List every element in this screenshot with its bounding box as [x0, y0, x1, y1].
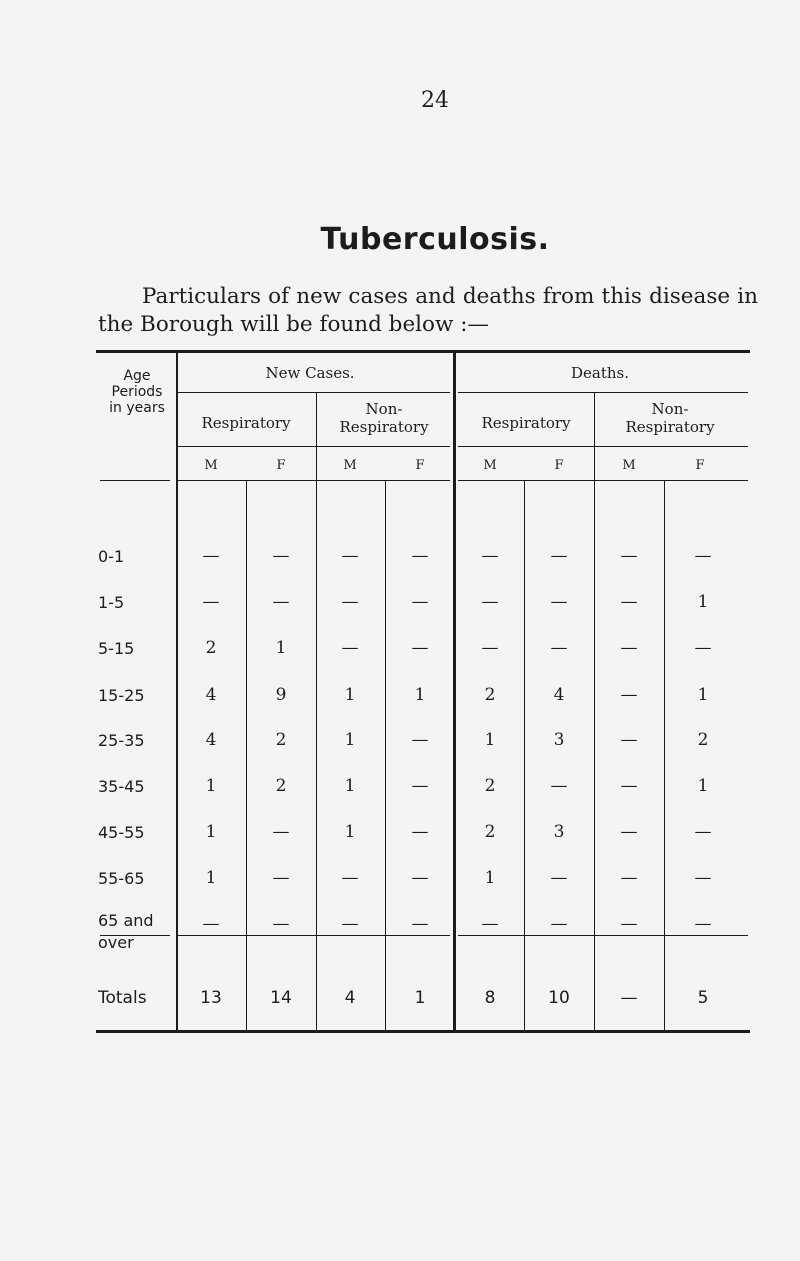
table-cell: — — [202, 592, 220, 612]
age-period-label: 65 and — [98, 911, 154, 930]
totals-rule-deaths — [458, 935, 748, 936]
table-cell: — — [481, 914, 499, 934]
subheader-rule-new — [178, 446, 450, 447]
age-period-label: 35-45 — [98, 777, 145, 796]
intro-paragraph: Particulars of new cases and deaths from this disease in the Borough will be found below :— — [98, 284, 758, 337]
sex-header: M — [343, 458, 357, 473]
table-cell: — — [620, 868, 638, 888]
new-respiratory-header: Respiratory — [201, 414, 291, 432]
table-cell: — — [550, 546, 568, 566]
age-period-label: 1-5 — [98, 593, 125, 612]
table-cell: — — [481, 638, 499, 658]
totals-cell: 10 — [548, 988, 570, 1008]
table-cell: — — [202, 546, 220, 566]
sex-header: F — [415, 458, 425, 473]
table-cell: 1 — [275, 638, 287, 658]
totals-cell: — — [620, 988, 638, 1008]
table-cell: — — [620, 546, 638, 566]
table-cell: 2 — [484, 685, 496, 705]
table-cell: — — [272, 822, 290, 842]
table-cell: 1 — [344, 776, 356, 796]
death-respiratory-header: Respiratory — [481, 414, 571, 432]
totals-cell: 14 — [270, 988, 292, 1008]
sex-header: F — [276, 458, 286, 473]
age-header-line-1: Age — [123, 368, 151, 384]
table-cell: — — [272, 868, 290, 888]
table-cell: — — [694, 868, 712, 888]
table-bottom-rule — [96, 1030, 750, 1033]
sex-header: M — [622, 458, 636, 473]
subheader-rule-deaths — [458, 446, 748, 447]
table-cell: — — [481, 592, 499, 612]
table-cell: 1 — [344, 685, 356, 705]
table-top-rule — [96, 350, 750, 353]
table-cell: 2 — [484, 822, 496, 842]
death-non-respiratory-header-line-2: Respiratory — [625, 418, 715, 436]
table-cell: — — [341, 546, 359, 566]
col-divider-death-resp — [594, 392, 595, 1032]
table-cell: — — [481, 546, 499, 566]
table-cell: — — [411, 868, 429, 888]
totals-label: Totals — [98, 988, 147, 1008]
table-cell: 2 — [275, 776, 287, 796]
sex-header: M — [204, 458, 218, 473]
age-period-label: 45-55 — [98, 823, 145, 842]
table-cell: — — [202, 914, 220, 934]
table-cell: — — [620, 638, 638, 658]
sex-header: F — [554, 458, 564, 473]
age-header-line-3: in years — [109, 400, 165, 416]
table-cell: 1 — [344, 730, 356, 750]
col-divider-new-nonresp-mf — [385, 480, 386, 1032]
table-cell: — — [550, 638, 568, 658]
totals-cell: 1 — [414, 988, 426, 1008]
table-cell: 2 — [275, 730, 287, 750]
table-cell: 1 — [205, 868, 217, 888]
age-period-label: 15-25 — [98, 686, 145, 705]
age-header-line-2: Periods — [111, 384, 163, 400]
table-cell: — — [694, 546, 712, 566]
page-number: 24 — [421, 88, 449, 113]
death-non-respiratory-header-line-1: Non- — [651, 400, 689, 418]
table-cell: 9 — [275, 685, 287, 705]
table-cell: — — [411, 914, 429, 934]
table-cell: — — [411, 546, 429, 566]
table-cell: 3 — [553, 730, 565, 750]
table-cell: — — [620, 685, 638, 705]
table-cell: — — [272, 592, 290, 612]
deaths-header: Deaths. — [570, 364, 630, 382]
table-cell: — — [694, 822, 712, 842]
table-cell: 1 — [344, 822, 356, 842]
table-cell: 1 — [484, 868, 496, 888]
table-cell: 1 — [484, 730, 496, 750]
col-divider-groups — [453, 352, 456, 1032]
col-divider-death-nonresp-mf — [664, 480, 665, 1032]
table-cell: — — [620, 776, 638, 796]
table-cell: — — [550, 914, 568, 934]
col-divider-new-resp — [316, 392, 317, 1032]
table-cell: 4 — [553, 685, 565, 705]
age-period-label: 25-35 — [98, 731, 145, 750]
table-cell: 2 — [205, 638, 217, 658]
sex-header: M — [483, 458, 497, 473]
totals-cell: 13 — [200, 988, 222, 1008]
table-cell: — — [550, 592, 568, 612]
col-divider-death-resp-mf — [524, 480, 525, 1032]
table-cell: — — [411, 638, 429, 658]
age-period-label: 0-1 — [98, 547, 125, 566]
table-cell: — — [341, 638, 359, 658]
totals-cell: 8 — [484, 988, 496, 1008]
table-cell: — — [620, 914, 638, 934]
table-cell: 1 — [697, 776, 709, 796]
age-period-label: 5-15 — [98, 639, 135, 658]
table-cell: 1 — [205, 776, 217, 796]
table-cell: 2 — [697, 730, 709, 750]
table-cell: — — [411, 776, 429, 796]
table-cell: 2 — [484, 776, 496, 796]
table-cell: 1 — [205, 822, 217, 842]
table-cell: 1 — [697, 685, 709, 705]
table-cell: — — [411, 822, 429, 842]
table-cell: — — [620, 730, 638, 750]
sex-header-rule-new — [178, 480, 450, 481]
table-cell: 3 — [553, 822, 565, 842]
table-cell: — — [694, 638, 712, 658]
col-divider-age — [176, 352, 178, 1032]
totals-cell: 4 — [344, 988, 356, 1008]
table-cell: 4 — [205, 730, 217, 750]
sex-header-rule-deaths — [458, 480, 748, 481]
age-period-label: over — [98, 933, 134, 952]
table-cell: 1 — [697, 592, 709, 612]
deaths-group-rule — [458, 392, 748, 393]
age-header-rule — [100, 480, 170, 481]
col-divider-new-resp-mf — [246, 480, 247, 1032]
new-cases-group-rule — [178, 392, 450, 393]
table-cell: — — [550, 868, 568, 888]
table-cell: — — [272, 546, 290, 566]
sex-header: F — [695, 458, 705, 473]
table-cell: — — [341, 868, 359, 888]
new-cases-header: New Cases. — [265, 364, 355, 382]
totals-cell: 5 — [697, 988, 709, 1008]
page-title: Tuberculosis. — [320, 222, 550, 257]
table-cell: — — [694, 914, 712, 934]
table-cell: — — [272, 914, 290, 934]
table-cell: — — [620, 822, 638, 842]
table-cell: — — [411, 592, 429, 612]
table-cell: — — [620, 592, 638, 612]
table-cell: — — [411, 730, 429, 750]
table-cell: 1 — [414, 685, 426, 705]
totals-rule-new — [178, 935, 450, 936]
table-cell: 4 — [205, 685, 217, 705]
table-cell: — — [341, 592, 359, 612]
new-non-respiratory-header-line-2: Respiratory — [339, 418, 429, 436]
age-period-label: 55-65 — [98, 869, 145, 888]
new-non-respiratory-header-line-1: Non- — [365, 400, 403, 418]
table-cell: — — [341, 914, 359, 934]
table-cell: — — [550, 776, 568, 796]
